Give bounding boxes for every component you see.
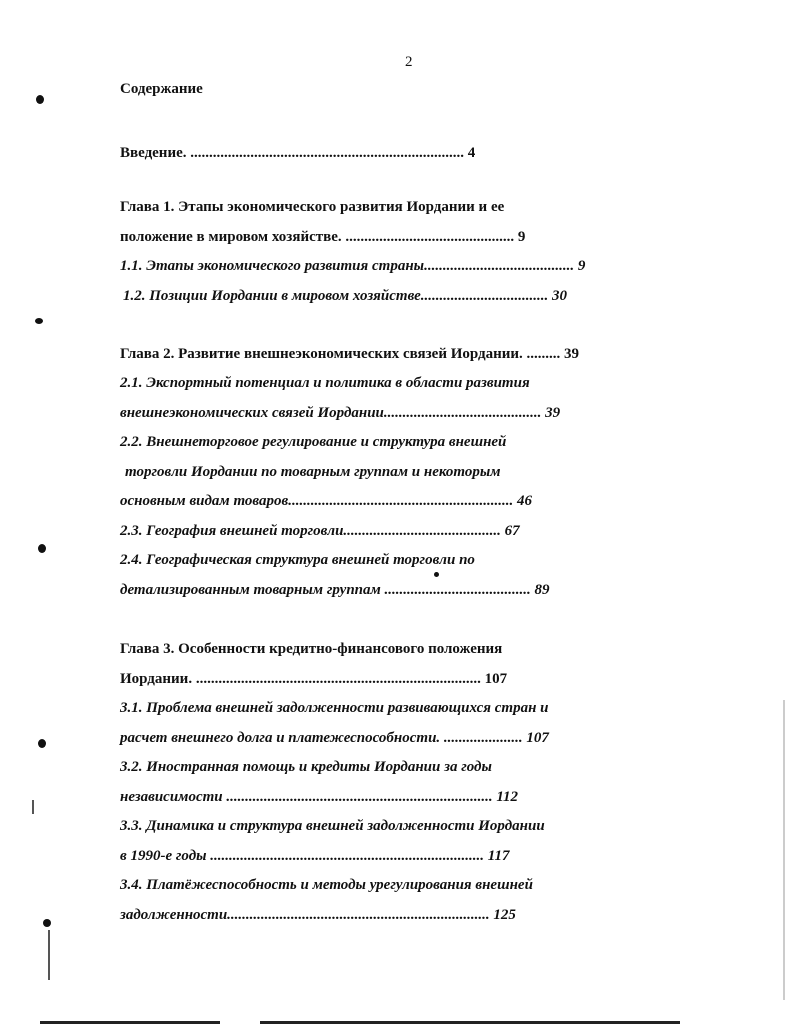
toc-heading: Содержание <box>120 81 203 97</box>
toc-entry-2-1: 2.1. Экспортный потенциал и политика в области развития <box>120 375 530 391</box>
toc-entry-1-2: 1.2. Позиции Иордании в мировом хозяйстве.................................. 30 <box>123 288 567 304</box>
toc-entry-2-2-cont: торговли Иордании по товарным группам и некоторым <box>125 464 501 480</box>
toc-entry-3-2: 3.2. Иностранная помощь и кредиты Иордании за годы <box>120 759 492 775</box>
scan-mark <box>36 95 44 104</box>
toc-entry-3-3: 3.3. Динамика и структура внешней задолженности Иордании <box>120 818 545 834</box>
toc-entry-2-2: 2.2. Внешнеторговое регулирование и структура внешней <box>120 434 507 450</box>
scan-mark <box>38 544 46 553</box>
scan-edge-line <box>260 1021 680 1024</box>
toc-entry-introduction: Введение. ......................................................................... 4 <box>120 145 476 161</box>
scan-mark <box>32 800 34 814</box>
toc-entry-2-3: 2.3. География внешней торговли.......................................... 67 <box>120 523 520 539</box>
toc-entry-chapter-1: Глава 1. Этапы экономического развития Иордании и ее <box>120 199 505 215</box>
toc-entry-chapter-3: Глава 3. Особенности кредитно-финансового положения <box>120 641 503 657</box>
scan-mark <box>48 930 50 980</box>
scan-mark <box>43 919 51 927</box>
toc-entry-3-3-cont: в 1990-е годы ......................................................................... 117 <box>120 848 510 864</box>
page-number: 2 <box>405 54 413 70</box>
scan-mark <box>38 739 46 748</box>
scan-edge-line <box>40 1021 220 1024</box>
toc-entry-3-4: 3.4. Платёжеспособность и методы урегулирования внешней <box>120 877 533 893</box>
toc-entry-2-4: 2.4. Географическая структура внешней торговли по <box>120 552 475 568</box>
toc-entry-chapter-1-cont: положение в мировом хозяйстве. ............................................. 9 <box>120 229 526 245</box>
toc-entry-2-1-cont: внешнеэкономических связей Иордании.......................................... 39 <box>120 405 561 421</box>
scan-mark <box>35 318 43 324</box>
toc-entry-3-4-cont: задолженности...................................................................... 125 <box>120 907 516 923</box>
toc-entry-2-4-cont: детализированным товарным группам ....................................... 89 <box>120 582 550 598</box>
toc-entry-3-1: 3.1. Проблема внешней задолженности развивающихся стран и <box>120 700 549 716</box>
toc-entry-2-2-cont: основным видам товаров............................................................ 46 <box>120 493 532 509</box>
toc-entry-3-2-cont: независимости ....................................................................... 112 <box>120 789 519 805</box>
toc-entry-chapter-3-cont: Иордании. ............................................................................ 107 <box>120 671 508 687</box>
scan-mark <box>434 572 439 577</box>
toc-entry-chapter-2: Глава 2. Развитие внешнеэкономических связей Иордании. ......... 39 <box>120 346 580 362</box>
scan-mark <box>783 700 785 1000</box>
toc-entry-3-1-cont: расчет внешнего долга и платежеспособности. ..................... 107 <box>120 730 549 746</box>
toc-entry-1-1: 1.1. Этапы экономического развития страны........................................ 9 <box>120 258 586 274</box>
